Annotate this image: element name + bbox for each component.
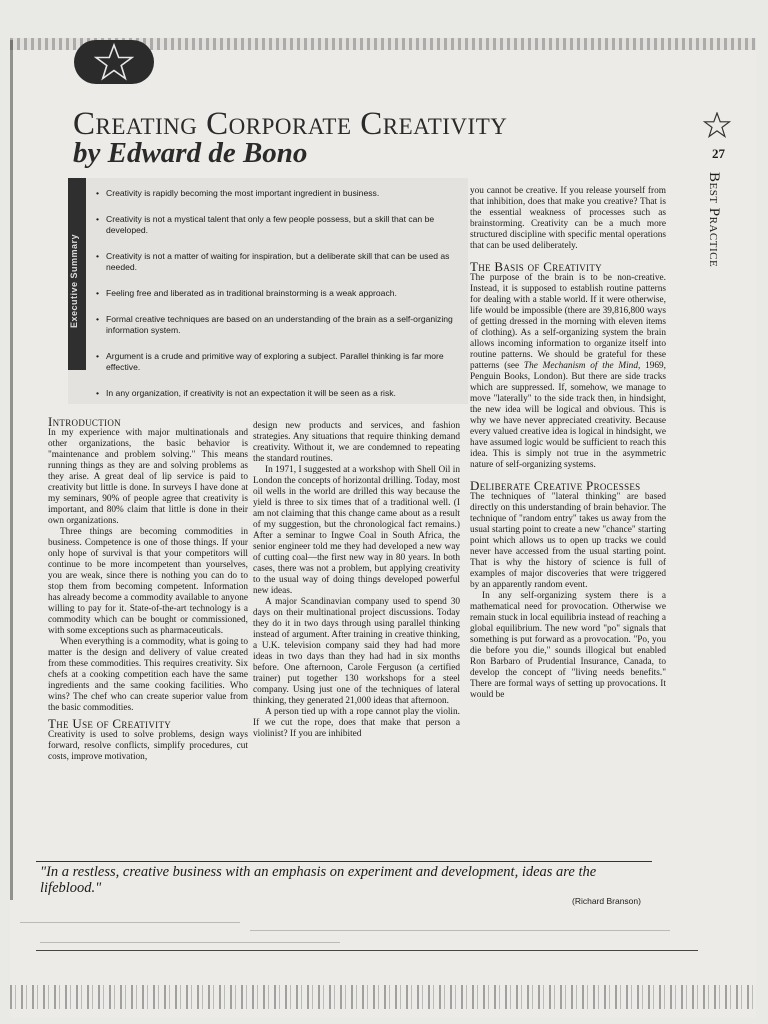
pull-quote: "In a restless, creative business with an emphasis on experiment and development, ideas are the lifeblood." xyxy=(40,864,597,896)
page-edge xyxy=(10,40,13,900)
paragraph-text: , 1969, Penguin Books, London). But there are side tracks which are suppressed. If, somehow, we manage to move "laterally" to the side track then, in hindsight, the new idea will be logical and obvious. This is why we have never appreciated creativity. Because every valued creative idea is logical in hindsight, we have assumed logic would be sufficient to reach this idea. This is simply not true in the asymmetric nature of self-organizing systems. xyxy=(470,361,666,470)
heading-introduction: Introduction xyxy=(48,414,121,429)
book-title: The Mechanism of the Mind xyxy=(523,361,638,371)
summary-item: • Formal creative techniques are based on an understanding of the brain as a self-organizing information system. xyxy=(96,314,468,336)
side-star-icon xyxy=(703,112,731,138)
pull-quote-credit: (Richard Branson) xyxy=(572,896,641,906)
scan-artifact xyxy=(20,922,240,923)
footer-rule xyxy=(36,950,698,951)
scan-artifact xyxy=(250,930,670,931)
summary-item: • In any organization, if creativity is not an expectation it will be seen as a risk. xyxy=(96,388,468,399)
column-3 xyxy=(470,186,666,701)
scan-noise-bottom xyxy=(10,985,756,1009)
paragraph: In my experience with major multinationals and other organizations, the basic behavior is "maintenance and problem solving." This means running things as they are and solving problems as they arise. A great deal of lip service is paid to creativity but little is done. In surveys I have done at my seminars, 90% of people agree that creativity is important, and 80% claim that little is done in their own organizations. xyxy=(48,428,248,526)
paragraph: design new products and services, and fashion strategies. Any situations that require thinking demand creativity. Without it, we are condemned to repeating the standard routines. xyxy=(253,421,460,464)
paragraph-text: The purpose of the brain is to be non-creative. Instead, it is supposed to establish routine patterns for dealing with a stable world. If it were otherwise, life would be impossible (there are 39,816,800 ways of getting dressed in the morning with eleven items of clothing). As a self-organizing system the brain allows incoming information to organize itself into routine patterns. We should be grateful for these patterns (see xyxy=(470,273,666,371)
article-title: Creating Corporate Creativity xyxy=(73,106,508,142)
summary-item: • Feeling free and liberated as in traditional brainstorming is a weak approach. xyxy=(96,288,468,299)
summary-item: • Argument is a crude and primitive way of exploring a subject. Parallel thinking is far more effective. xyxy=(96,351,468,373)
star-badge xyxy=(74,40,154,84)
column-1 xyxy=(48,412,248,763)
heading-deliberate-creative-processes: Deliberate Creative Processes xyxy=(470,478,641,493)
pull-quote-rule xyxy=(36,861,652,862)
heading-use-of-creativity: The Use of Creativity xyxy=(48,716,172,731)
paragraph xyxy=(470,273,666,471)
executive-summary-list xyxy=(96,188,468,414)
paragraph: When everything is a commodity, what is going to matter is the design and delivery of value created from these commodities. This requires creativity. Six chefs at a cooking competition each have the same ingredients and the same cooking facilities. Who wins? The chef who can create superior value from the basic commodities. xyxy=(48,637,248,713)
paragraph: In any self-organizing system there is a mathematical need for provocation. Otherwise we remain stuck in local equilibria instead of reaching a global equilibrium. The new word "po" signals that something is put forward as a provocation. "Po, you die before you die," sounds illogical but enabled Ron Barbaro of Prudential Insurance, Canada, to develop the concept of "living needs benefits." There are formal ways of setting up provocations. It would be xyxy=(470,591,666,700)
scan-artifact xyxy=(40,942,340,943)
paragraph: A person tied up with a rope cannot play the violin. If we cut the rope, does that make that person a violinist? If you are inhibited xyxy=(253,707,460,739)
paragraph: Three things are becoming commodities in business. Competence is one of those things. If your only hope of survival is that your competitors will continue to be more incompetent than yourselves, you are weak, since there is nothing you can do to stop them from becoming competent. Information has already become a commodity available to anyone willing to pay for it. State-of-the-art technology is a commodity which can be bought or commissioned, with some exceptions such as pharmaceuticals. xyxy=(48,527,248,636)
paragraph: In 1971, I suggested at a workshop with Shell Oil in London the concepts of horizontal drilling. Today, most oil wells in the world are drilled this way because the yield is three to six times that of a traditional well. (I am not claiming that this change came about as a result of my suggestion, but the chronological fact remains.) After a seminar to Ingwe Coal in South Africa, the senior engineer told me they had developed a new way of cutting coal—the first new way in 80 years. In both cases, there was not a problem, but applying creativity to the usual way of doing things developed powerful new ideas. xyxy=(253,465,460,596)
paragraph: A major Scandinavian company used to spend 30 days on their multinational project discussions. Today they do it in two days through using parallel thinking instead of argument. After training in creative thinking, a U.K. television company said they had had more ideas in two days than they had had in six months before. One afternoon, Carole Ferguson (a certified trainer) put together 130 workshops for a steel company. Using just one of the techniques of lateral thinking, they generated 21,000 ideas that afternoon. xyxy=(253,597,460,706)
paragraph: you cannot be creative. If you release yourself from that inhibition, does that make you creative? That is the essential weakness of processes such as brainstorming. Creativity can be a much more structured discipline with specific mental operations that can be used deliberately. xyxy=(470,186,666,251)
paragraph: The techniques of "lateral thinking" are based directly on this understanding of brain behavior. The technique of "random entry" takes us away from the usual starting point to create a new "chance" starting point which allows us to open up tracks we could never have accessed from the usual starting point. That is why the history of science is full of examples of major discoveries that were triggered by an apparently random event. xyxy=(470,492,666,590)
section-label: Best Practice xyxy=(706,172,722,268)
page-number: 27 xyxy=(712,146,725,161)
heading-basis-of-creativity: The Basis of Creativity xyxy=(470,259,602,274)
executive-summary-label: Executive Summary xyxy=(69,234,79,329)
executive-summary-bar xyxy=(68,178,86,370)
article-byline: by Edward de Bono xyxy=(73,137,308,169)
summary-item: • Creativity is not a mystical talent that only a few people possess, but a skill that can be developed. xyxy=(96,214,468,236)
star-icon xyxy=(94,43,134,81)
summary-item: • Creativity is rapidly becoming the most important ingredient in business. xyxy=(96,188,468,199)
paragraph: Creativity is used to solve problems, design ways forward, resolve conflicts, simplify procedures, cut costs, improve motivation, xyxy=(48,730,248,762)
column-2 xyxy=(253,421,460,740)
summary-item: • Creativity is not a matter of waiting for inspiration, but a deliberate skill that can be used as needed. xyxy=(96,251,468,273)
